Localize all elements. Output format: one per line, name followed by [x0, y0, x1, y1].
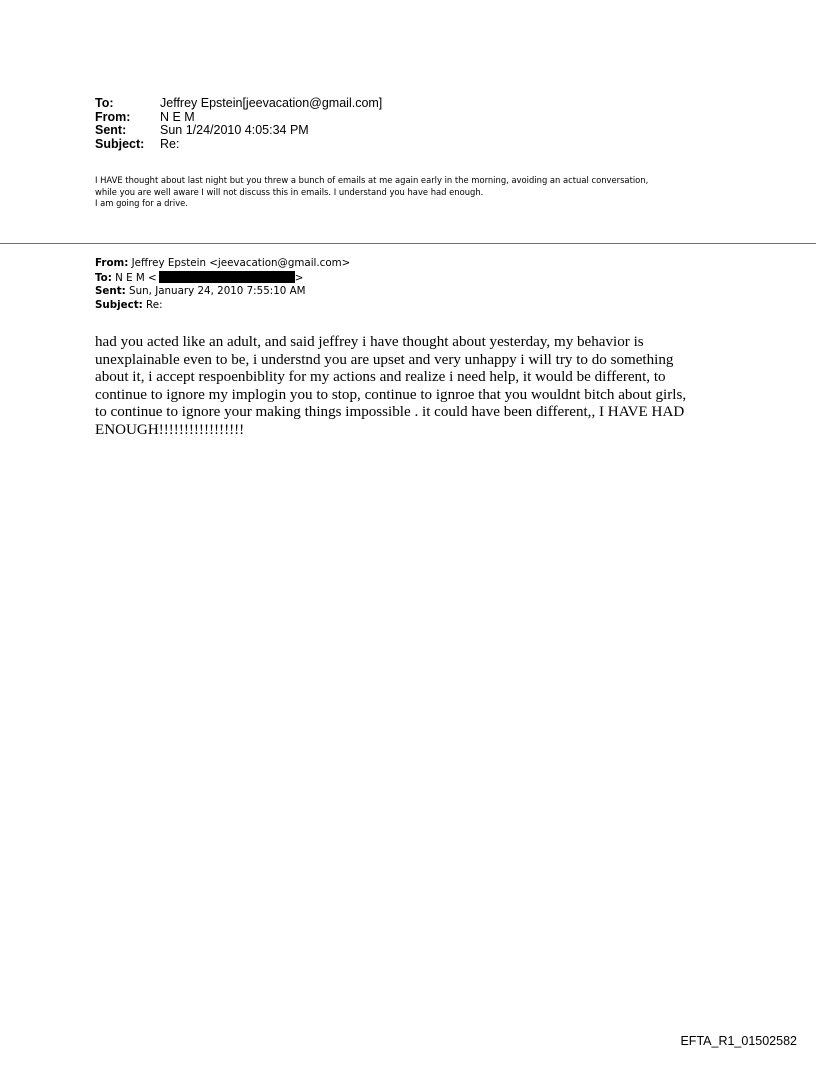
quoted-to-value: N E M < — [111, 271, 157, 284]
quoted-body-line: about it, i accept respoenbiblity for my actions and realize i need help, it would be different, to — [95, 369, 666, 385]
quoted-to-label: To: — [95, 271, 112, 284]
quoted-from-row — [95, 257, 350, 271]
quoted-sent-label: Sent: — [95, 285, 126, 297]
quoted-sent-row — [95, 285, 350, 299]
from-label: From: — [95, 109, 131, 124]
quoted-email-header — [95, 257, 350, 312]
sent-label: Sent: — [95, 123, 127, 137]
sent-row — [95, 124, 382, 138]
reply-email-header — [95, 97, 382, 151]
sent-value: Sun 1/24/2010 4:05:34 PM — [160, 123, 309, 137]
subject-row — [95, 138, 382, 152]
quoted-subject-row — [95, 299, 350, 313]
quoted-body-line: unexplainable even to be, i understnd you are upset and very unhappy i will try to do something — [95, 351, 674, 368]
quoted-from-value: Jeffrey Epstein <jeevacation@gmail.com> — [128, 257, 351, 269]
quoted-body-line: continue to ignore my implogin you to stop, continue to ignroe that you wouldnt bitch about girls, — [95, 386, 687, 403]
subject-value: Re: — [160, 136, 180, 151]
reply-email-body — [95, 175, 648, 210]
to-label: To: — [95, 96, 114, 110]
document-id: EFTA_R1_01502582 — [680, 1034, 797, 1048]
quoted-body-line: to continue to ignore your making things impossible . it could have been different,, I HAVE HAD — [95, 404, 685, 420]
quoted-subject-value: Re: — [142, 298, 163, 311]
to-value: Jeffrey Epstein[jeevacation@gmail.com] — [160, 96, 383, 110]
quoted-to-row — [95, 271, 350, 286]
to-row — [95, 97, 382, 111]
quoted-sent-value: Sun, January 24, 2010 7:55:10 AM — [125, 285, 306, 297]
redaction-bar — [159, 271, 295, 283]
reply-body-line: while you are well aware I will not discuss this in emails. I understand you have had enough. — [95, 186, 484, 197]
quoted-subject-label: Subject: — [95, 298, 143, 311]
subject-label: Subject: — [95, 136, 145, 151]
from-row — [95, 111, 382, 125]
reply-body-line: I am going for a drive. — [95, 198, 188, 208]
quoted-email-body — [95, 334, 735, 439]
from-value: N E M — [160, 109, 195, 124]
quoted-to-suffix: > — [294, 271, 304, 284]
email-divider — [0, 243, 816, 244]
reply-body-line: I HAVE thought about last night but you threw a bunch of emails at me again early in the morning, avoiding an actual conversation, — [95, 175, 649, 185]
quoted-body-line: ENOUGH!!!!!!!!!!!!!!!!! — [95, 421, 245, 438]
quoted-body-line: had you acted like an adult, and said jeffrey i have thought about yesterday, my behavior is — [95, 334, 644, 350]
quoted-from-label: From: — [95, 257, 129, 269]
